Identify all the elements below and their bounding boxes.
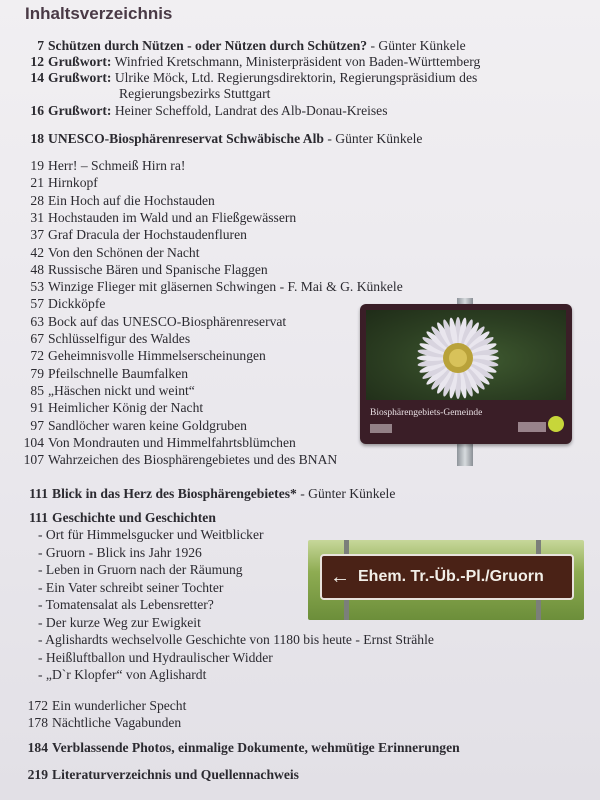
toc-entry	[0, 348, 266, 364]
page-number: 19	[30, 158, 44, 173]
toc-entry	[0, 331, 190, 347]
sub-entry: - Aglishardts wechselvolle Geschichte von 1180 bis heute - Ernst Strähle	[38, 632, 434, 647]
page-number: 67	[30, 331, 44, 346]
page-number: 104	[23, 434, 44, 450]
toc-entry-14	[0, 70, 477, 86]
page-number: 111	[29, 510, 48, 525]
toc-entry-7	[0, 38, 466, 54]
toc-entry	[0, 296, 105, 312]
arrow-left-icon: ←	[330, 565, 350, 588]
sign-panel	[360, 304, 572, 444]
page-number: 97	[30, 417, 44, 433]
page-number: 18	[30, 131, 44, 146]
sub-entry: - Leben in Gruorn nach der Räumung	[38, 562, 243, 577]
toc-entry	[0, 158, 185, 174]
toc-heading: Inhaltsverzeichnis	[25, 4, 173, 23]
road-sign-panel	[320, 554, 574, 600]
thistle-flower-icon	[366, 310, 566, 400]
sub-entry: - Ort für Himmelsgucker und Weitblicker	[38, 527, 264, 542]
entry-title: Dickköpfe	[48, 296, 106, 312]
entry-title: Winzige Flieger mit gläsernen Schwingen - F. Mai & G. Künkele	[48, 279, 403, 295]
entry-title: Bock auf das UNESCO-Biosphärenreservat	[48, 313, 287, 329]
page-number: 72	[30, 348, 44, 364]
toc-entry	[0, 400, 203, 416]
page-number: 111	[29, 486, 48, 501]
toc-section-18	[0, 131, 422, 147]
toc-entry	[0, 435, 296, 451]
entry-title: Sandlöcher waren keine Goldgruben	[48, 417, 247, 433]
toc-entry-16	[0, 103, 388, 119]
toc-entry-12	[0, 54, 480, 70]
page-number: 48	[30, 261, 44, 277]
toc-entry	[0, 452, 337, 468]
toc-entry	[0, 418, 247, 434]
entry-title: Herr! – Schmeiß Hirn ra!	[48, 158, 186, 173]
toc-entry	[0, 366, 188, 382]
unesco-logo-icon	[370, 424, 392, 433]
section-author: - Günter Künkele	[296, 486, 396, 501]
entry-title: Graf Dracula der Hochstaudenfluren	[48, 227, 247, 243]
page-number: 184	[27, 740, 48, 755]
entry-title: Wahrzeichen des Biosphärengebietes und des BNAN	[48, 452, 338, 468]
page-number: 42	[30, 244, 44, 260]
toc-entry	[0, 210, 296, 226]
entry-title: Russische Bären und Spanische Flaggen	[48, 261, 268, 277]
entry-title: Von Mondrauten und Himmelfahrtsblümchen	[48, 434, 296, 450]
toc-entry-14-continued: Regierungsbezirks Stuttgart	[119, 86, 271, 101]
toc-entry	[0, 227, 247, 243]
toc-entry	[0, 175, 98, 191]
entry-title: Ein Hoch auf die Hochstauden	[48, 192, 215, 208]
entry-title: Schützen durch Nützen - oder Nützen durch Schützen?	[48, 38, 368, 53]
page-number: 57	[30, 296, 44, 312]
toc-section-219	[0, 767, 299, 783]
toc-entry	[0, 698, 186, 714]
sub-entry: - „D`r Klopfer“ von Aglishardt	[38, 667, 207, 682]
page-number: 14	[30, 70, 44, 85]
page-number: 107	[23, 452, 44, 468]
entry-title: Heimlicher König der Nacht	[48, 400, 204, 416]
page-number: 219	[27, 767, 48, 782]
page-number: 37	[30, 227, 44, 243]
entry-title: Hochstauden im Wald und an Fließgewässern	[48, 209, 297, 225]
page-number: 172	[27, 698, 48, 713]
entry-text: Winfried Kretschmann, Ministerpräsident von Baden-Württemberg	[111, 54, 481, 69]
page-number: 178	[27, 715, 48, 730]
toc-entry	[0, 314, 286, 330]
sub-entry: - Der kurze Weg zur Ewigkeit	[38, 614, 201, 630]
sub-entry: - Heißluftballon und Hydraulischer Widder	[38, 649, 273, 665]
entry-title: Hirnkopf	[48, 175, 98, 191]
page-number: 91	[30, 400, 44, 416]
thistle-photo	[366, 310, 566, 400]
section-title: Verblassende Photos, einmalige Dokumente, wehmütige Erinnerungen	[52, 740, 460, 755]
toc-entry	[0, 245, 200, 261]
section-title: Literaturverzeichnis und Quellennachweis	[52, 767, 299, 782]
page-number: 28	[30, 192, 44, 208]
sign-label: Biosphärengebiets-Gemeinde	[370, 408, 483, 418]
page-number: 7	[37, 38, 44, 53]
sub-entry: - Tomatensalat als Lebensretter?	[38, 597, 214, 612]
entry-text: Ulrike Möck, Ltd. Regierungsdirektorin, Regierungspräsidium des	[111, 70, 478, 85]
entry-title: Grußwort:	[48, 70, 112, 85]
section-title: Blick in das Herz des Biosphärengebietes*	[52, 486, 297, 501]
page-number: 63	[30, 313, 44, 329]
entry-title: Schlüsselfigur des Waldes	[48, 331, 191, 346]
sub-entry: - Gruorn - Blick ins Jahr 1926	[38, 544, 202, 560]
toc-section-111-blick	[0, 486, 395, 502]
section-title: Geschichte und Geschichten	[52, 510, 216, 525]
road-sign-text: Ehem. Tr.-Üb.-Pl./Gruorn	[358, 568, 544, 585]
page-number: 53	[30, 279, 44, 295]
toc-section-111-geschichte	[0, 510, 216, 526]
entry-title: Geheimnisvolle Himmelserscheinungen	[48, 348, 266, 364]
entry-title: „Häschen nickt und weint“	[48, 382, 195, 398]
section-author: - Günter Künkele	[323, 131, 423, 146]
road-sign-photo	[308, 540, 584, 620]
page-number: 79	[30, 365, 44, 381]
entry-title: Nächtliche Vagabunden	[52, 715, 182, 730]
sub-entry: - Ein Vater schreibt seiner Tochter	[38, 579, 224, 595]
toc-entry	[0, 383, 195, 399]
entry-title: Ein wunderlicher Specht	[52, 698, 187, 713]
toc-entry	[0, 715, 181, 731]
section-title: UNESCO-Biosphärenreservat Schwäbische Alb	[48, 131, 324, 146]
entry-author: - Günter Künkele	[367, 38, 466, 53]
page-number: 31	[30, 209, 44, 225]
reserve-logo-icon	[518, 422, 546, 432]
toc-section-184	[0, 740, 460, 756]
page-number: 85	[30, 382, 44, 398]
page-number: 12	[30, 54, 44, 69]
toc-entry	[0, 262, 268, 278]
round-logo-icon	[548, 416, 564, 432]
biosphere-sign-photo	[360, 298, 572, 466]
entry-title: Grußwort:	[48, 103, 112, 118]
entry-title: Von den Schönen der Nacht	[48, 244, 200, 260]
toc-entry	[0, 193, 215, 209]
entry-text: Heiner Scheffold, Landrat des Alb-Donau-Kreises	[111, 103, 388, 118]
entry-title: Grußwort:	[48, 54, 112, 69]
page-number: 16	[30, 103, 44, 118]
toc-entry	[0, 279, 403, 295]
entry-title: Pfeilschnelle Baumfalken	[48, 365, 189, 381]
page-number: 21	[30, 175, 44, 191]
